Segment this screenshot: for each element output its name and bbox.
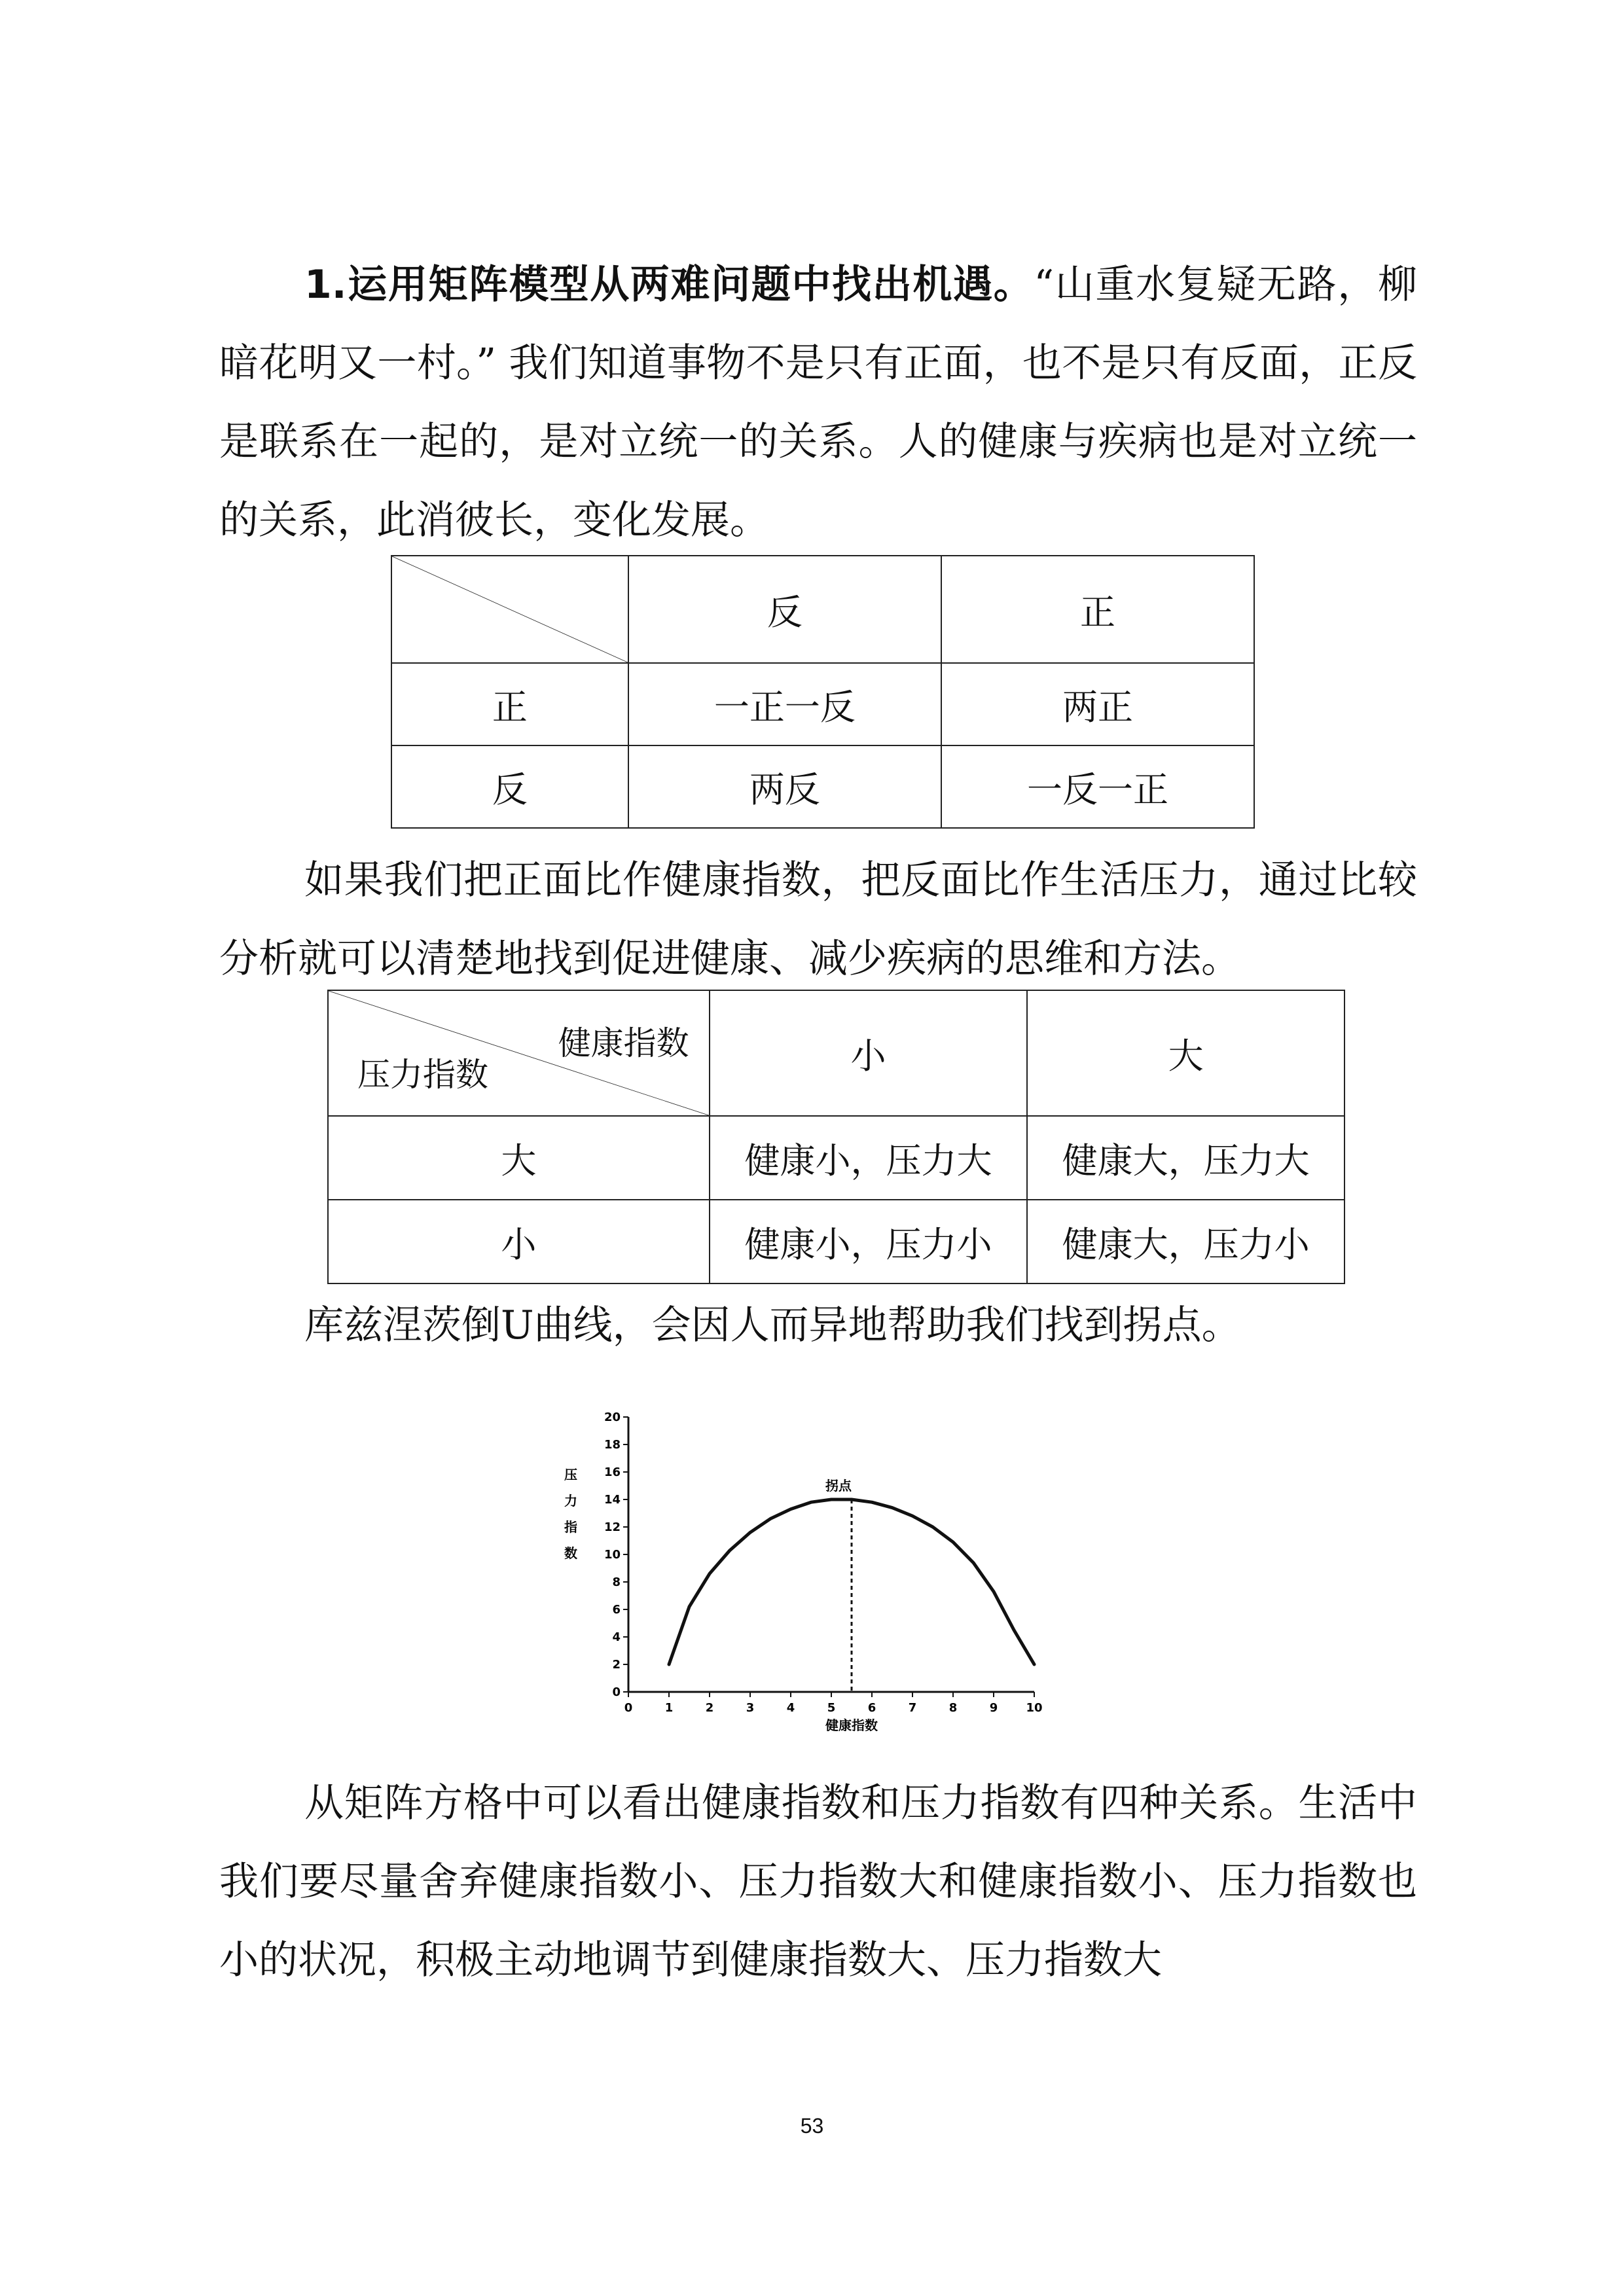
chart-caption: 库兹涅茨倒U曲线，会因人而异地帮助我们找到拐点。 [304, 1302, 1241, 1348]
page-number: 53 [800, 2114, 824, 2138]
matrix-cell: 健康小，压力小 [710, 1200, 1028, 1283]
x-tick-label: 8 [948, 1701, 958, 1715]
corner-label-health: 健康指数 [558, 1024, 689, 1062]
y-tick-label: 10 [604, 1548, 621, 1562]
x-tick-label: 0 [624, 1701, 633, 1715]
x-tick-label: 2 [705, 1701, 714, 1715]
inverted-u-chart [537, 1391, 1060, 1731]
matrix-corner-cell [328, 990, 710, 1116]
y-tick-label: 12 [604, 1520, 621, 1534]
y-tick-label: 6 [612, 1603, 621, 1617]
y-tick-label: 16 [604, 1465, 621, 1479]
matrix-cell: 健康小，压力大 [710, 1116, 1028, 1200]
x-tick-label: 4 [786, 1701, 795, 1715]
positive-negative-matrix [391, 555, 1255, 829]
y-axis-label-char: 压 [564, 1467, 577, 1482]
y-tick-label: 18 [604, 1438, 621, 1452]
y-tick-label: 2 [612, 1658, 621, 1672]
col-header-large: 大 [1027, 990, 1344, 1116]
y-axis-label-char: 指 [564, 1519, 577, 1535]
y-axis-label-char: 力 [564, 1493, 577, 1509]
row-header-small: 小 [328, 1200, 710, 1283]
row-header-large: 大 [328, 1116, 710, 1200]
x-axis-label: 健康指数 [825, 1717, 878, 1731]
intro-paragraph [219, 245, 1417, 560]
y-tick-label: 8 [612, 1575, 621, 1589]
matrix-cell: 两反 [628, 745, 941, 828]
matrix-cell: 一正一反 [628, 663, 941, 745]
x-tick-label: 5 [827, 1701, 836, 1715]
conclusion-paragraph: 从矩阵方格中可以看出健康指数和压力指数有四种关系。生活中我们要尽量舍弃健康指数小、压力指数大和健康指数小、压力指数也小的状况，积极主动地调节到健康指数大、压力指数大 [219, 1780, 1417, 1983]
x-tick-label: 1 [664, 1701, 674, 1715]
health-pressure-matrix [327, 990, 1345, 1284]
col-header-negative: 反 [628, 556, 941, 663]
matrix-cell: 健康大，压力大 [1027, 1116, 1344, 1200]
intro-text: “山重水复疑无路，柳暗花明又一村。” 我们知道事物不是只有正面，也不是只有反面，正反是联系在一起的，是对立统一的关系。人的健康与疾病也是对立统一的关系，此消彼长，变化发展。 [219, 262, 1417, 543]
matrix-corner-cell [391, 556, 628, 663]
x-tick-label: 9 [989, 1701, 998, 1715]
y-axis-label-char: 数 [564, 1545, 577, 1561]
corner-label-pressure: 压力指数 [357, 1056, 488, 1094]
y-tick-label: 0 [612, 1685, 621, 1699]
row-header-negative: 反 [391, 745, 628, 828]
y-tick-label: 14 [604, 1493, 621, 1507]
row-header-positive: 正 [391, 663, 628, 745]
matrix-cell: 健康大，压力小 [1027, 1200, 1344, 1283]
matrix-cell: 两正 [941, 663, 1254, 745]
diagonal-line [392, 556, 628, 662]
turning-point-label: 拐点 [825, 1478, 852, 1494]
col-header-small: 小 [710, 990, 1028, 1116]
matrix-cell: 一反一正 [941, 745, 1254, 828]
y-tick-label: 20 [604, 1410, 621, 1424]
y-tick-label: 4 [612, 1630, 621, 1644]
health-paragraph: 如果我们把正面比作健康指数，把反面比作生活压力，通过比较分析就可以清楚地找到促进健康、减少疾病的思维和方法。 [219, 857, 1417, 982]
x-tick-label: 10 [1026, 1701, 1043, 1715]
col-header-positive: 正 [941, 556, 1254, 663]
x-tick-label: 6 [867, 1701, 876, 1715]
intro-lead: 1.运用矩阵模型从两难问题中找出机遇。 [304, 262, 1034, 308]
x-tick-label: 3 [746, 1701, 755, 1715]
x-tick-label: 7 [908, 1701, 917, 1715]
